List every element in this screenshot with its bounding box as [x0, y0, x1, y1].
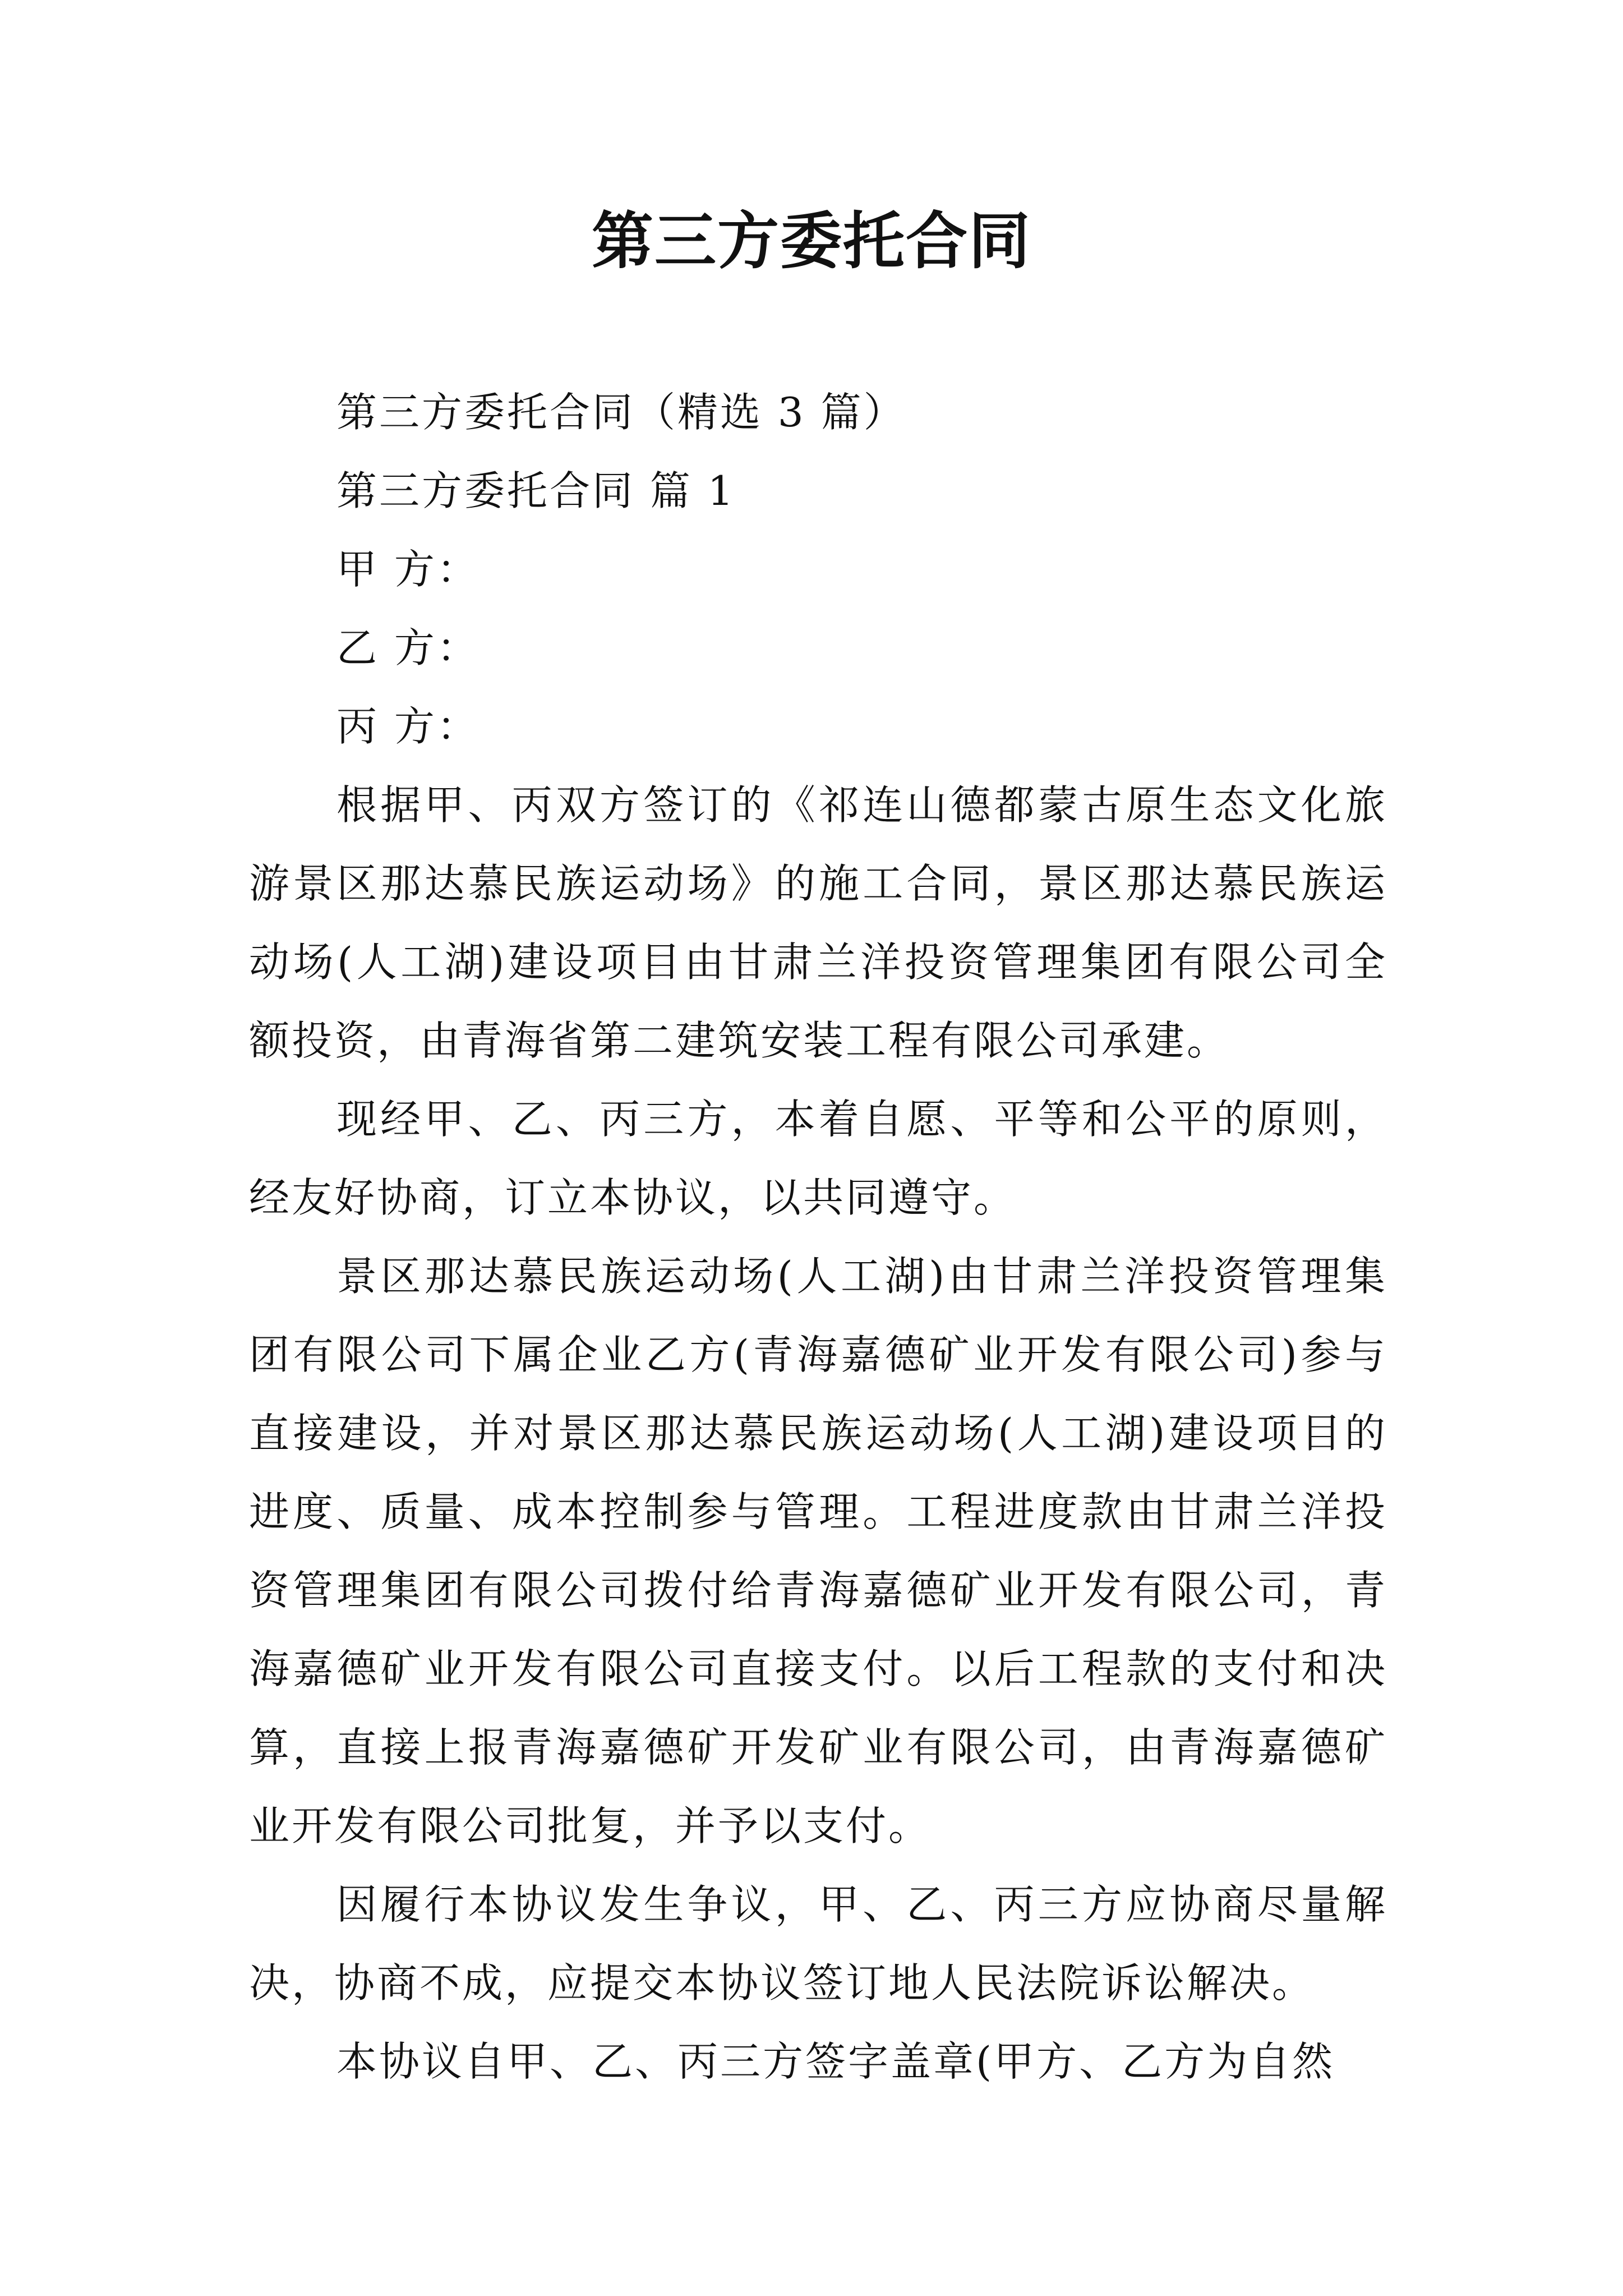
subtitle-line: 第三方委托合同（精选 3 篇）: [336, 389, 906, 436]
party-b-label: 乙 方：: [336, 624, 479, 671]
section-heading: 第三方委托合同 篇 1: [336, 467, 736, 514]
party-c-label: 丙 方：: [336, 703, 479, 750]
paragraph-effective-clause: 本协议自甲、乙、丙三方签字盖章(甲方、乙方为自然: [336, 2038, 1335, 2085]
paragraph-dispute-resolution: 因履行本协议发生争议，甲、乙、丙三方应协商尽量解决，协商不成，应提交本协议签订地人民法院诉讼解决。: [249, 1881, 1387, 2007]
paragraph-background: 根据甲、丙双方签订的《祁连山德都蒙古原生态文化旅游景区那达慕民族运动场》的施工合同，景区那达慕民族运动场(人工湖)建设项目由甘肃兰洋投资管理集团有限公司全额投资，由青海省第二建筑安装工程有限公司承建。: [249, 781, 1387, 1064]
paragraph-agreement-basis: 现经甲、乙、丙三方，本着自愿、平等和公平的原则，经友好协商，订立本协议，以共同遵守。: [249, 1096, 1387, 1221]
document-title: 第三方委托合同: [592, 205, 1031, 277]
party-a-label: 甲 方：: [336, 546, 479, 593]
paragraph-construction-management: 景区那达慕民族运动场(人工湖)由甘肃兰洋投资管理集团有限公司下属企业乙方(青海嘉德矿业开发有限公司)参与直接建设，并对景区那达慕民族运动场(人工湖)建设项目的进度、质量、成本控制参与管理。工程进度款由甘肃兰洋投资管理集团有限公司拨付给青海嘉德矿业开发有限公司，青海嘉德矿业开发有限公司直接支付。以后工程款的支付和决算，直接上报青海嘉德矿开发矿业有限公司，由青海嘉德矿业开发有限公司批复，并予以支付。: [249, 1253, 1387, 1849]
document-body: [249, 373, 1387, 2101]
